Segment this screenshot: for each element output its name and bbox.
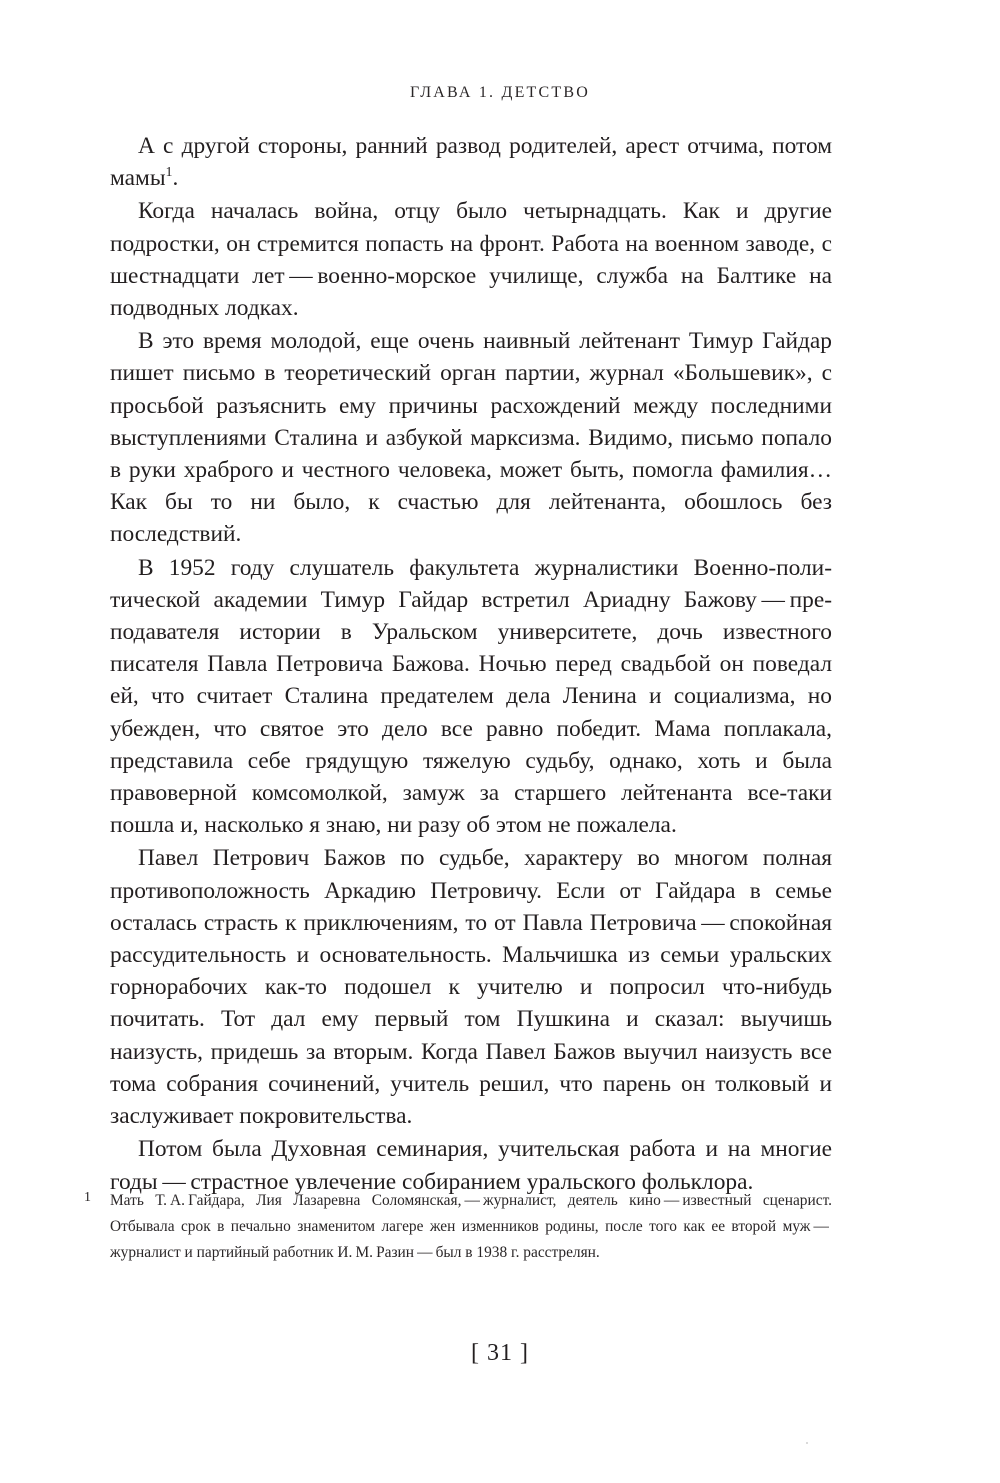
footnote-1: [84, 1188, 832, 1266]
footnote-text: Мать Т. А. Гайдара, Лия Лазаревна Соломянская, — журналист, деятель кино — известный сценарист. Отбывала срок в печально знаменитом лагере жен изменников родины, после того как ее второй муж — журналист и партийный работник И. М. Разин — был в 1938 г. расстрелян.: [110, 1192, 832, 1261]
paragraph-1-end: .: [172, 165, 179, 192]
paragraph-1-text: А с другой стороны, ранний развод родителей, арест отчима, потом мамы: [110, 133, 832, 192]
paragraph-4: В 1952 году слушатель факультета журналистики Военно-политической академии Тимур Гайдар встретил Ариадну Бажову — преподавателя истории в Уральском университете, дочь известного писателя Павла Петровича Бажова. Ночью перед свадьбой он поведал ей, что считает Сталина предателем дела Ленина и социализма, но убежден, что святое это дело все равно победит. Мама поплакала, представила себе грядущую тяжелую судьбу, однако, хоть и была правоверной комсомолкой, замуж за старшего лейтенанта все-таки пошла и, насколько я знаю, ни разу об этом не пожалела.: [110, 554, 832, 839]
footnote-reference-1[interactable]: 1: [165, 165, 173, 181]
paragraph-3: В это время молодой, еще очень наивный лейтенант Тимур Гайдар пишет письмо в теоретический орган партии, журнал «Большевик», с просьбой разъяснить ему причины расхождений между последними выступлениями Сталина и азбукой марксизма. Видимо, письмо попало в руки храброго и честного человека, может быть, помогла фамилия… Как бы то ни было, к счастью для лейтенанта, обошлось без последствий.: [110, 328, 832, 548]
running-head: ГЛАВА 1. ДЕТСТВО: [409, 84, 590, 101]
paper-speck: [806, 1442, 808, 1444]
body-text: [110, 130, 832, 1198]
paragraph-1: [110, 130, 832, 194]
paragraph-6: Потом была Духовная семинария, учительская работа и на многие годы — страстное увлечение собиранием уральского фольклора.: [110, 1136, 832, 1195]
paragraph-5: Павел Петрович Бажов по судьбе, характеру во многом полная противоположность Аркадию Петровичу. Если от Гайдара в семье осталась страсть к приключениям, то от Павла Петровича — спокойная рассудительность и основательность. Мальчишка из семьи уральских горнорабочих как-то подошел к учителю и попросил что-нибудь почитать. Тот дал ему первый том Пушкина и сказал: выучишь наизусть, придешь за вторым. Когда Павел Бажов выучил наизусть все тома собрания сочинений, учитель решил, что парень он толковый и заслуживает покровительства.: [110, 845, 832, 1130]
page-number: [ 31 ]: [471, 1340, 529, 1366]
paragraph-2: Когда началась война, отцу было четырнадцать. Как и другие подростки, он стремится попасть на фронт. Работа на военном заводе, с шестнадцати лет — военно-морское училище, служба на Балтике на подводных лодках.: [110, 198, 832, 322]
footnote-number: 1: [84, 1190, 91, 1205]
footnotes: [84, 1188, 832, 1266]
